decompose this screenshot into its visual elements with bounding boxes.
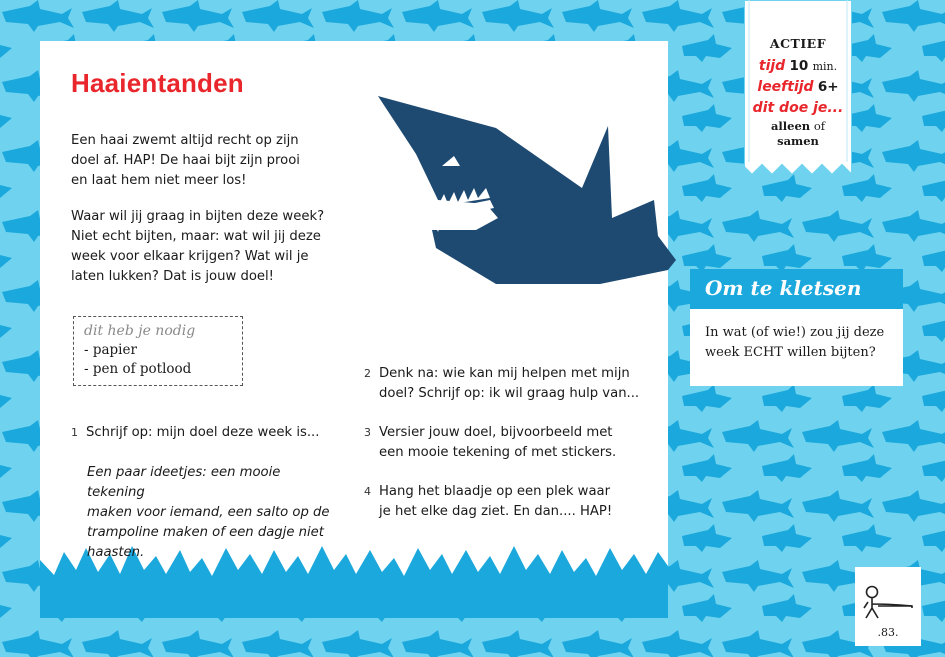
step-3 — [364, 423, 654, 463]
question-line: week voor elkaar krijgen? Wat wil je — [71, 249, 309, 264]
step-number: 4 — [364, 485, 371, 498]
page-title: Haaientanden — [71, 68, 244, 98]
materials-item: - papier — [84, 342, 137, 358]
question-paragraph — [71, 207, 341, 287]
mode-alone: alleen — [770, 119, 811, 133]
intro-line: doel af. HAP! De haai bijt zijn prooi — [71, 153, 300, 168]
step-4 — [364, 482, 654, 522]
step-text: Hang het blaadje op een plek waar — [379, 484, 611, 499]
talk-line: In wat (of wie!) zou jij deze — [705, 325, 885, 340]
shark-illustration — [376, 92, 676, 292]
intro-line: Een haai zwemt altijd recht op zijn — [71, 133, 299, 148]
ideas-line: maken voor iemand, een salto op de — [87, 505, 330, 520]
step-number: 3 — [364, 426, 371, 439]
talk-line: week ECHT willen bijten? — [705, 345, 876, 360]
step-text: doel? Schrijf op: ik wil graag hulp van... — [379, 386, 640, 401]
mode-label: dit doe je... — [752, 100, 844, 116]
page-number: .83. — [877, 626, 899, 639]
intro-line: en laat hem niet meer los! — [71, 173, 247, 188]
materials-item: - pen of potlood — [84, 361, 192, 377]
age-value: 6+ — [817, 79, 839, 95]
ideas-line: Een paar ideetjes: een mooie tekening — [87, 465, 281, 500]
step-number: 1 — [71, 426, 78, 439]
materials-box — [73, 316, 243, 386]
time-unit: min. — [812, 60, 838, 73]
mode-together: samen — [777, 134, 819, 148]
step-text: een mooie tekening of met stickers. — [379, 445, 617, 460]
step-number: 2 — [364, 367, 371, 380]
stick-figure-icon — [860, 584, 916, 622]
activity-category: ACTIEF — [769, 36, 827, 51]
time-label: tijd — [758, 58, 786, 74]
step-text: Schrijf op: mijn doel deze week is... — [86, 425, 320, 440]
time-value: 10 — [789, 58, 809, 74]
step-text: je het elke dag ziet. En dan.... HAP! — [379, 504, 613, 519]
question-line: laten lukken? Dat is jouw doel! — [71, 269, 274, 284]
ideas-line: haasten. — [87, 545, 145, 560]
ideas-line: trampoline maken of een dagje niet — [87, 525, 324, 540]
ideas-text — [87, 463, 337, 563]
question-line: Waar wil jij graag in bijten deze week? — [71, 209, 325, 224]
talk-title: Om te kletsen — [705, 276, 862, 300]
activity-time — [744, 58, 852, 74]
materials-heading: dit heb je nodig — [84, 323, 196, 339]
activity-mode — [744, 100, 852, 116]
question-line: Niet echt bijten, maar: wat wil jij deze — [71, 229, 321, 244]
talk-question — [705, 323, 895, 363]
step-2 — [364, 364, 654, 404]
step-text: Denk na: wie kan mij helpen met mijn — [379, 366, 630, 381]
step-1 — [71, 423, 351, 443]
age-label: leeftijd — [757, 79, 814, 95]
activity-age — [744, 79, 852, 95]
step-text: Versier jouw doel, bijvoorbeeld met — [379, 425, 613, 440]
mode-or: of — [813, 119, 826, 133]
intro-paragraph — [71, 131, 341, 191]
activity-mode-options — [744, 119, 852, 149]
